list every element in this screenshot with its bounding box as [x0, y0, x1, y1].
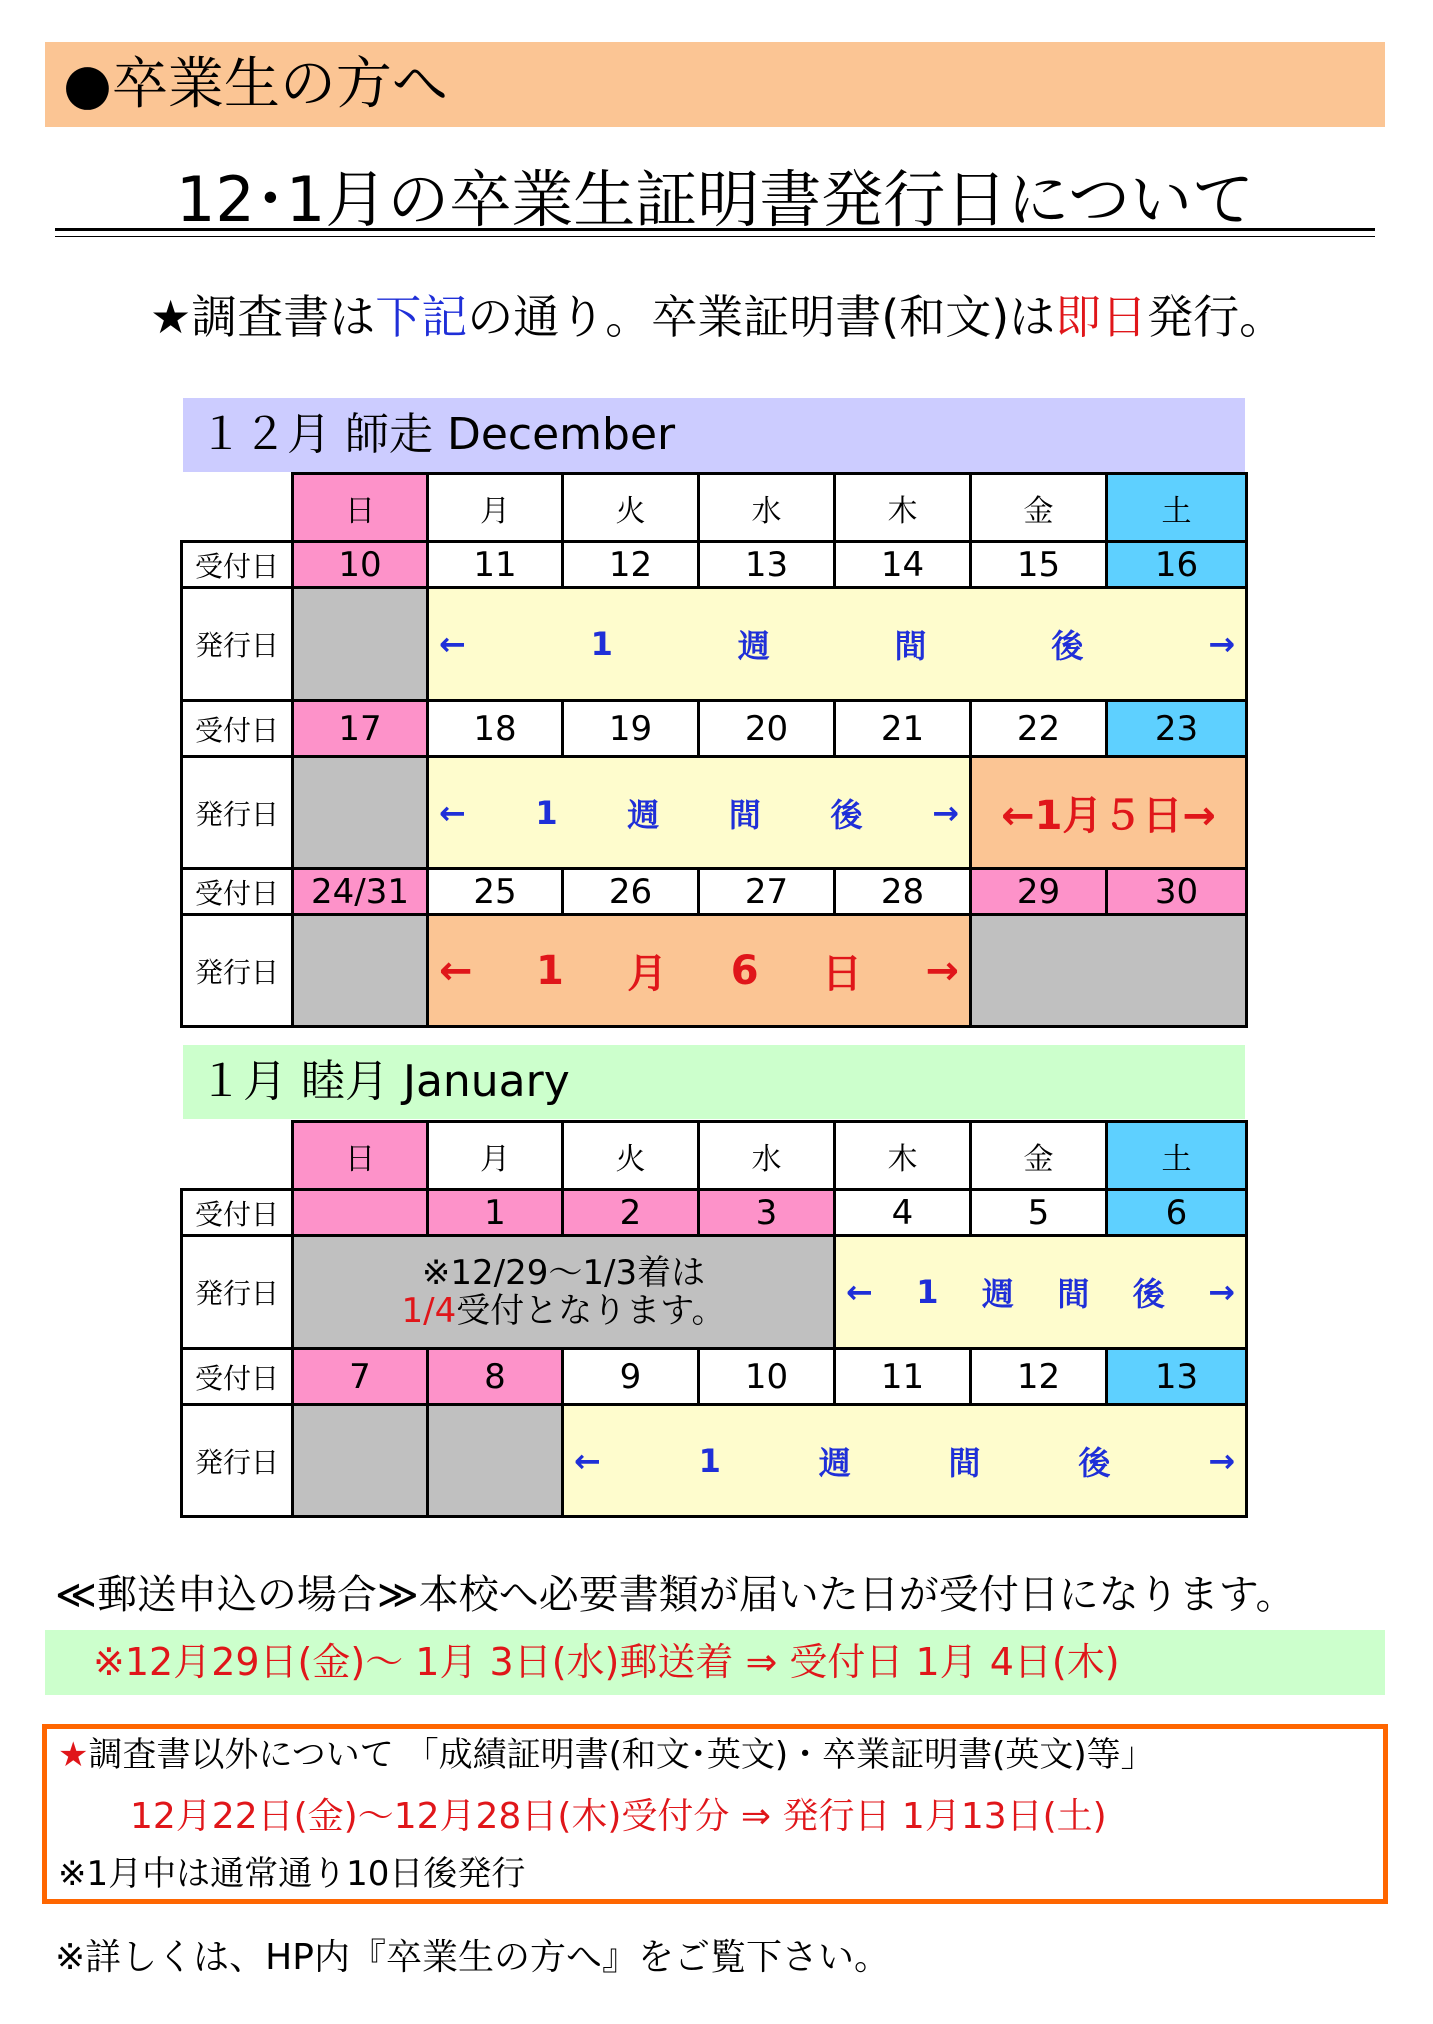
date-cell: 13	[699, 542, 835, 588]
note-blue: 下記	[375, 290, 468, 344]
issue-text: 間	[948, 1443, 981, 1482]
date-cell: 2	[563, 1190, 699, 1236]
date-cell: 30	[1107, 869, 1247, 915]
weekday-sun: 日	[293, 474, 428, 542]
weekday-mon: 月	[428, 1122, 563, 1190]
date-cell: 24/31	[293, 869, 428, 915]
page-title: 12･1月の卒業生証明書発行日について	[175, 163, 1255, 236]
january-header: １月 睦月 January	[183, 1045, 1245, 1119]
date-cell: 8	[428, 1349, 563, 1405]
arrow-right-icon: →	[1208, 1273, 1235, 1311]
accept-label: 受付日	[182, 869, 293, 915]
issue-text: 間	[1057, 1275, 1090, 1313]
issue-text: 週	[981, 1275, 1014, 1313]
arrow-left-icon: ←	[439, 947, 473, 994]
date-cell: 12	[971, 1349, 1107, 1405]
mail-holiday-band: ※12月29日(金)～ 1月 3日(水)郵送着 ⇒ 受付日 1月 4日(木)	[45, 1630, 1385, 1695]
date-cell: 11	[428, 542, 563, 588]
date-cell: 3	[699, 1190, 835, 1236]
issue-text: 後	[1051, 627, 1084, 665]
date-cell: 4	[835, 1190, 971, 1236]
date-cell: 15	[971, 542, 1107, 588]
footer-note: ※詳しくは、HP内『卒業生の方へ』をご覧下さい。	[55, 1937, 890, 1978]
issue-week-later	[835, 1236, 1247, 1349]
title-underline	[55, 228, 1375, 231]
issue-text: 間	[728, 795, 761, 834]
issue-label: 発行日	[182, 588, 293, 701]
date-cell: 14	[835, 542, 971, 588]
weekday-tue: 火	[563, 1122, 699, 1190]
arrow-left-icon: ←	[574, 1441, 601, 1480]
issue-text: 1	[535, 947, 564, 994]
issue-note	[150, 282, 1390, 352]
arrow-left-icon: ←	[439, 625, 466, 663]
date-cell: 23	[1107, 701, 1247, 757]
issue-label: 発行日	[182, 1236, 293, 1349]
issue-fixed-date	[971, 757, 1247, 869]
date-cell: 27	[699, 869, 835, 915]
december-header: １２月 師走 December	[183, 398, 1245, 472]
date-cell: 16	[1107, 542, 1247, 588]
weekday-sun: 日	[293, 1122, 428, 1190]
issue-text: 1	[916, 1273, 939, 1311]
title-underline-thin	[55, 236, 1375, 237]
weekday-mon: 月	[428, 474, 563, 542]
holiday-note-red: 1/4	[401, 1291, 457, 1331]
date-cell: 20	[699, 701, 835, 757]
accept-label: 受付日	[182, 1349, 293, 1405]
closed-cell	[293, 1405, 428, 1517]
issue-text: 後	[830, 795, 863, 834]
accept-label: 受付日	[182, 1190, 293, 1236]
arrow-right-icon: →	[925, 947, 959, 994]
date-cell: 25	[428, 869, 563, 915]
arrow-left-icon: ←	[439, 793, 466, 832]
issue-text: 1	[698, 1441, 721, 1480]
date-cell: 11	[835, 1349, 971, 1405]
holiday-note-line1: ※12/29～1/3着は	[421, 1253, 706, 1293]
closed-cell	[971, 915, 1247, 1027]
issue-text: 後	[1132, 1275, 1165, 1313]
issue-label: 発行日	[182, 915, 293, 1027]
weekday-fri: 金	[971, 1122, 1107, 1190]
issue-week-later	[428, 757, 971, 869]
note-red: 即日	[1055, 290, 1148, 344]
closed-cell	[293, 915, 428, 1027]
closed-cell	[428, 1405, 563, 1517]
issue-text: 1	[535, 793, 558, 832]
date-cell: 7	[293, 1349, 428, 1405]
issue-fixed-text: ←1月５日→	[1001, 793, 1216, 839]
other-certificates-dates: 12月22日(金)～12月28日(木)受付分 ⇒ 発行日 1月13日(土)	[130, 1796, 1107, 1837]
other-title-text: 調査書以外について 「成績証明書(和文･英文)・卒業証明書(英文)等」	[88, 1735, 1155, 1775]
weekday-wed: 水	[699, 1122, 835, 1190]
date-cell: 28	[835, 869, 971, 915]
weekday-thu: 木	[835, 474, 971, 542]
weekday-sat: 土	[1107, 474, 1247, 542]
section-banner: ●卒業生の方へ	[45, 42, 1385, 127]
issue-text: 6	[730, 947, 759, 994]
weekday-fri: 金	[971, 474, 1107, 542]
december-calendar	[180, 472, 1248, 1028]
corner	[182, 474, 293, 542]
date-cell: 13	[1107, 1349, 1247, 1405]
closed-cell	[293, 588, 428, 701]
issue-text: 1	[590, 625, 613, 663]
issue-text: 週	[737, 627, 770, 665]
date-cell: 19	[563, 701, 699, 757]
other-certificates-january: ※1月中は通常通り10日後発行	[58, 1854, 526, 1894]
date-cell: 29	[971, 869, 1107, 915]
date-cell: 10	[293, 542, 428, 588]
holiday-note	[293, 1236, 835, 1349]
issue-text: 後	[1078, 1443, 1111, 1482]
date-cell: 17	[293, 701, 428, 757]
arrow-right-icon: →	[932, 793, 959, 832]
issue-week-later	[428, 588, 1247, 701]
star-icon: ★	[58, 1735, 89, 1775]
weekday-thu: 木	[835, 1122, 971, 1190]
issue-label: 発行日	[182, 1405, 293, 1517]
issue-text: 週	[818, 1443, 851, 1482]
corner	[182, 1122, 293, 1190]
accept-label: 受付日	[182, 701, 293, 757]
date-cell: 22	[971, 701, 1107, 757]
holiday-note-text: 受付となります。	[456, 1291, 726, 1331]
issue-text: 月	[627, 951, 668, 997]
date-cell: 5	[971, 1190, 1107, 1236]
issue-text: 日	[822, 951, 863, 997]
note-part2: の通り。卒業証明書(和文)は	[467, 290, 1056, 344]
issue-fixed-date	[428, 915, 971, 1027]
note-part3: 発行。	[1147, 290, 1286, 344]
arrow-right-icon: →	[1208, 625, 1235, 663]
accept-label: 受付日	[182, 542, 293, 588]
holiday-note-line2	[294, 1292, 833, 1330]
date-cell: 12	[563, 542, 699, 588]
weekday-sat: 土	[1107, 1122, 1247, 1190]
date-cell: 1	[428, 1190, 563, 1236]
date-cell	[293, 1190, 428, 1236]
weekday-tue: 火	[563, 474, 699, 542]
mail-note: ≪郵送申込の場合≫本校へ必要書類が届いた日が受付日になります。	[55, 1572, 1296, 1618]
date-cell: 9	[563, 1349, 699, 1405]
note-part1: ★調査書は	[150, 290, 376, 344]
issue-text: 間	[894, 627, 927, 665]
arrow-right-icon: →	[1208, 1441, 1235, 1480]
date-cell: 26	[563, 869, 699, 915]
date-cell: 21	[835, 701, 971, 757]
date-cell: 6	[1107, 1190, 1247, 1236]
arrow-left-icon: ←	[846, 1273, 873, 1311]
date-cell: 10	[699, 1349, 835, 1405]
issue-week-later	[563, 1405, 1247, 1517]
other-certificates-title	[58, 1730, 1155, 1780]
issue-text: 週	[627, 795, 660, 834]
closed-cell	[293, 757, 428, 869]
january-calendar	[180, 1120, 1248, 1518]
date-cell: 18	[428, 701, 563, 757]
weekday-wed: 水	[699, 474, 835, 542]
issue-label: 発行日	[182, 757, 293, 869]
